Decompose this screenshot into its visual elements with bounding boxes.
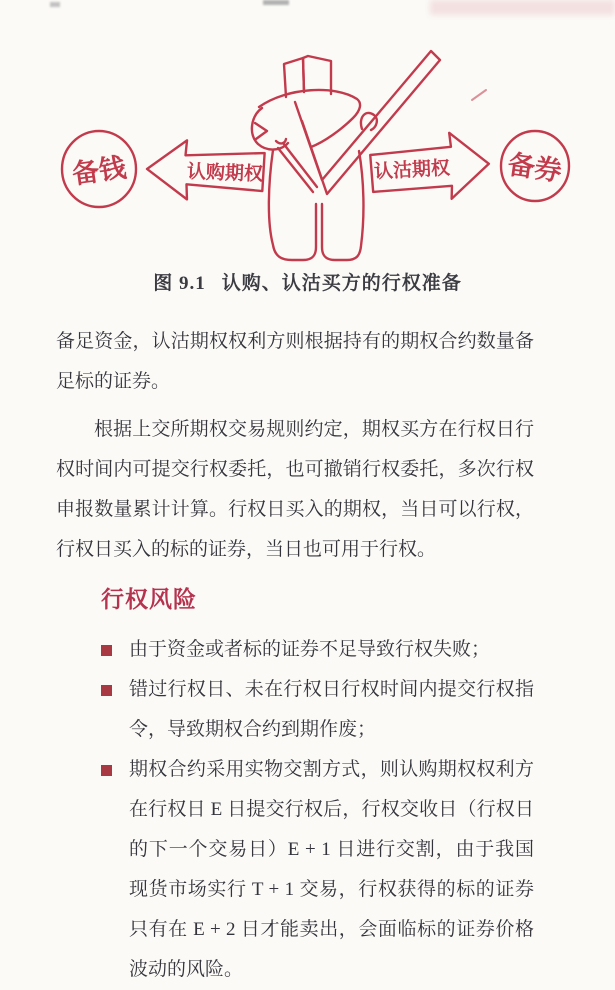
ink-strokes [62,51,569,260]
list-item [101,670,534,750]
square-bullet-icon [101,765,112,776]
risk-list [56,630,534,990]
call-option-label: 认购期权 [186,161,264,186]
prepare-securities-label: 备券 [505,149,564,187]
ink-labels [70,149,563,189]
illustration-canvas [0,0,615,270]
risk-item-text: 由于资金或者标的证券不足导致行权失败； [129,639,491,660]
risk-item-text: 错过行权日、未在行权日行权时间内提交行权指令，导致期权合约到期作废； [129,679,534,740]
risk-section-heading: 行权风险 [101,586,197,612]
arm-line-2 [278,148,313,192]
mouth-curl [276,139,286,143]
paragraph-2: 根据上交所期权交易规则约定，期权买方在行权日行权时间内可提交行权委托，也可撤销行权委托，多次行权申报数量累计计算。行权日买入的期权，当日可以行权，行权日买入的标的证券，当日也可用于行权。 [56,419,534,560]
figure-9-1-illustration [0,0,615,270]
nose-stroke [255,123,267,139]
paragraph-1: 备足资金，认沽期权权利方则根据持有的期权合约数量备足标的证券。 [56,331,534,392]
prepare-money-label: 备钱 [70,152,128,190]
figure-caption-number: 图 9.1 [153,273,206,294]
page-text [56,322,534,990]
square-bullet-icon [101,645,112,656]
risk-item-text: 期权合约采用实物交割方式，则认购期权权利方在行权日 E 日提交行权后，行权交收日（行权日的下一个交易日）E + 1 日进行交割，由于我国现货市场实行 T + 1 交易，行权获得的标的证券只有在 E + 2 日才能卖出，会面临标的证券价格波动的风险。 [129,759,534,980]
brim-stroke [259,90,360,147]
list-item [101,750,534,990]
hat-right-panel [303,56,331,94]
hand-thumb [361,113,377,130]
put-option-label: 认沽期权 [373,158,451,183]
sketched-figure [252,51,440,260]
right-leg [322,151,363,260]
square-bullet-icon [101,685,112,696]
figure-caption-title: 认购、认沽买方的行权准备 [221,273,462,294]
stray-pen-tick [472,90,486,100]
list-item [101,630,534,670]
figure-caption [0,268,615,295]
